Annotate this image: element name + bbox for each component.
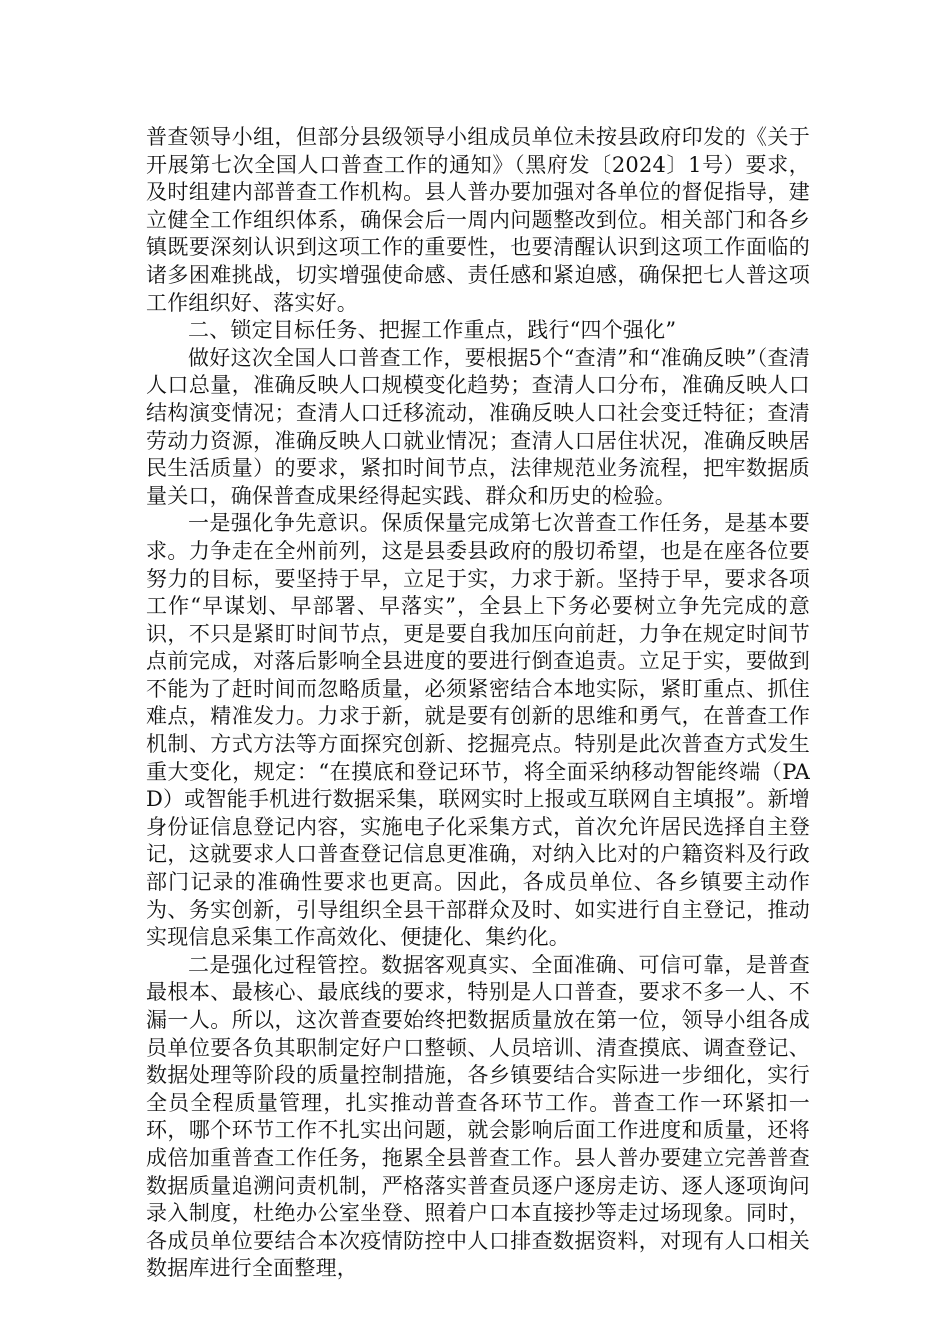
paragraph-intro: 普查领导小组，但部分县级领导小组成员单位未按县政府印发的《关于开展第七次全国人口普查工作的通知》（黑府发〔2024〕1号）要求，及时组建内部普查工作机构。县人普办要加强对各单位的督促指导，建立健全工作组织体系，确保会后一周内问题整改到位。相关部门和各乡镇既要深刻认识到这项工作的重要性，也要清醒认识到这项工作面临的诸多困难挑战，切实增强使命感、责任感和紧迫感，确保把七人普这项工作组织好、落实好。 (146, 125, 810, 315)
document-body (146, 124, 810, 1283)
paragraph-point-two: 二是强化过程管控。数据客观真实、全面准确、可信可靠，是普查最根本、最核心、最底线的要求，特别是人口普查，要求不多一人、不漏一人。所以，这次普查要始终把数据质量放在第一位，领导小组各成员单位要各负其职制定好户口整顿、人员培训、清查摸底、调查登记、数据处理等阶段的质量控制措施，各乡镇要结合实际进一步细化，实行全员全程质量管理，扎实推动普查各环节工作。普查工作一环紧扣一环，哪个环节工作不扎实出问题，就会影响后面工作进度和质量，还将成倍加重普查工作任务，拖累全县普查工作。县人普办要建立完善普查数据质量追溯问责机制，严格落实普查员逐户逐房走访、逐人逐项询问录入制度，杜绝办公室坐登、照着户口本直接抄等走过场现象。同时，各成员单位要结合本次疫情防控中人口排查数据资料，对现有人口相关数据库进行全面整理， (146, 952, 810, 1281)
paragraph-point-one: 一是强化争先意识。保质保量完成第七次普查工作任务，是基本要求。力争走在全州前列，这是县委县政府的殷切希望，也是在座各位要努力的目标，要坚持于早，立足于实，力求于新。坚持于早，要求各项工作“早谋划、早部署、早落实”，全县上下务必要树立争先完成的意识，不只是紧盯时间节点，更是要自我加压向前赶，力争在规定时间节点前完成，对落后影响全县进度的要进行倒查追责。立足于实，要做到不能为了赶时间而忽略质量，必须紧密结合本地实际，紧盯重点、抓住难点，精准发力。力求于新，就是要有创新的思维和勇气，在普查工作机制、方式方法等方面探究创新、挖掘亮点。特别是此次普查方式发生重大变化，规定：“在摸底和登记环节，将全面采纳移动智能终端（PAD）或智能手机进行数据采集，联网实时上报或互联网自主填报”。新增身份证信息登记内容，实施电子化采集方式，首次允许居民选择自主登记，这就要求人口普查登记信息更准确，对纳入比对的户籍资料及行政部门记录的准确性要求也更高。因此，各成员单位、各乡镇要主动作为、务实创新，引导组织全县干部群众及时、如实进行自主登记，推动实现信息采集工作高效化、便捷化、集约化。 (146, 511, 810, 950)
paragraph-overview: 做好这次全国人口普查工作，要根据5个“查清”和“准确反映”（查清人口总量，准确反映人口规模变化趋势；查清人口分布，准确反映人口结构演变情况；查清人口迁移流动，准确反映人口社会变迁特征；查清劳动力资源，准确反映人口就业情况；查清人口居住状况，准确反映居民生活质量）的要求，紧扣时间节点，法律规范业务流程，把牢数据质量关口，确保普查成果经得起实践、群众和历史的检验。 (146, 345, 810, 508)
section-heading: 二、锁定目标任务、把握工作重点，践行“四个强化” (188, 318, 677, 343)
